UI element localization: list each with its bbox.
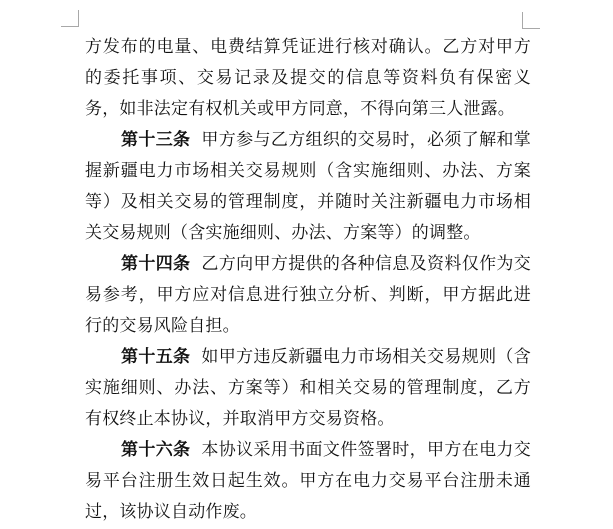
paragraph-text: 甲方参与乙方组织的交易时，必须了解和掌握新疆电力市场相关交易规则（含实施细则、办法、方案等）及相关交易的管理制度，并随时关注新疆电力市场相关交易规则（含实施细则、办法、方案等）的调整。 (85, 130, 531, 242)
text-boundary-mark-top-left (61, 10, 79, 27)
article-13-number: 第十三条 (121, 130, 191, 149)
paragraph-continuation (85, 31, 531, 124)
document-body (85, 31, 531, 527)
article-15-number: 第十五条 (121, 347, 191, 366)
paragraph-text: 本协议采用书面文件签署时，甲方在电力交易平台注册生效日起生效。甲方在电力交易平台注册未通过，该协议自动作废。 (85, 440, 531, 521)
paragraph-article-15 (85, 341, 531, 434)
paragraph-article-14 (85, 248, 531, 341)
article-16-number: 第十六条 (121, 440, 191, 459)
paragraph-text: 如甲方违反新疆电力市场相关交易规则（含实施细则、办法、方案等）和相关交易的管理制度，乙方有权终止本协议，并取消甲方交易资格。 (85, 347, 531, 428)
paragraph-text: 乙方向甲方提供的各种信息及资料仅作为交易参考，甲方应对信息进行独立分析、判断，甲方据此进行的交易风险自担。 (85, 254, 531, 335)
article-14-number: 第十四条 (121, 254, 191, 273)
paragraph-article-16 (85, 434, 531, 527)
paragraph-article-13 (85, 124, 531, 248)
paragraph-text: 方发布的电量、电费结算凭证进行核对确认。乙方对甲方的委托事项、交易记录及提交的信息等资料负有保密义务，如非法定有权机关或甲方同意，不得向第三人泄露。 (85, 37, 531, 118)
text-boundary-mark-top-right (522, 12, 540, 29)
